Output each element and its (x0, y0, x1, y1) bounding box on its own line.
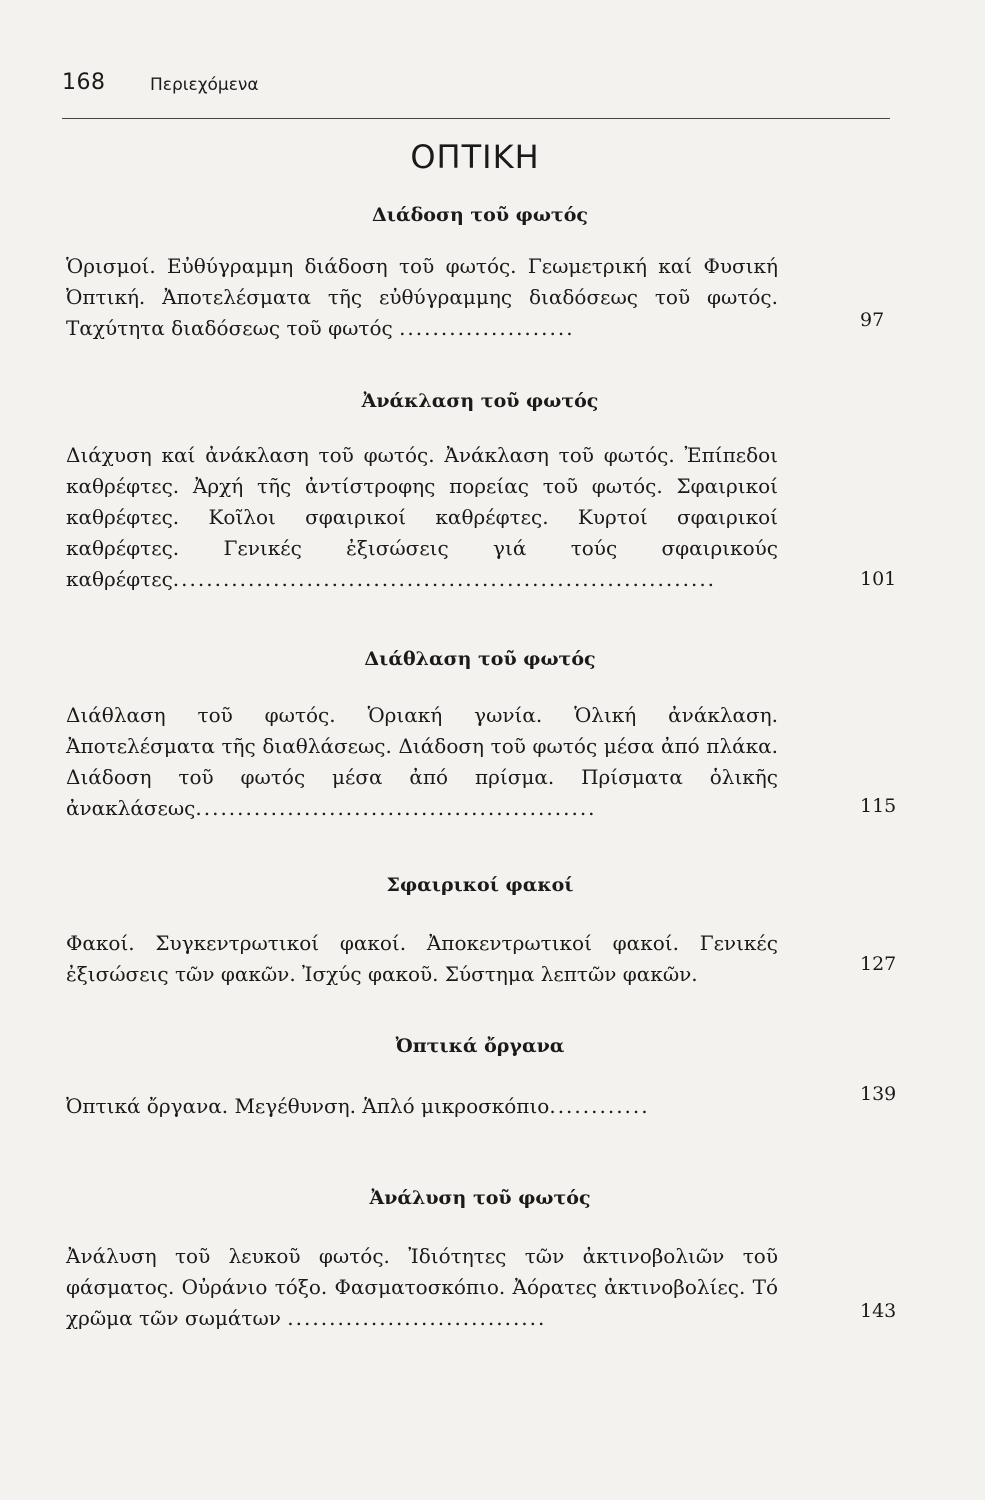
dot-leader: ............................... (287, 1306, 547, 1330)
chapter-title: ΟΠΤΙΚΗ (410, 138, 540, 176)
section-heading: Διάθλαση τοῦ φωτός (364, 648, 596, 670)
toc-entry-description: Φακοί. Συγκεντρωτικοί φακοί. Ἀποκεντρωτικοί φακοί. Γενικές ἐξισώσεις τῶν φακῶν. Ἰσχύς φακοῦ. Σύστημα λεπτῶν φακῶν. (66, 931, 778, 986)
dot-leader: ..................... (399, 316, 575, 340)
section-heading: Ἀνάκλαση τοῦ φωτός (361, 390, 599, 412)
toc-entry-description: Διάθλαση τοῦ φωτός. Ὁριακή γωνία. Ὁλική ἀνάκλαση. Ἀποτελέσματα τῆς διαθλάσεως. Διάδοση τοῦ φωτός μέσα ἀπό πλάκα. Διάδοση τοῦ φωτός μέσα ἀπό πρίσμα. Πρίσματα ὁλικῆς ἀνακλάσεως (66, 703, 778, 820)
toc-page-number: 101 (860, 568, 897, 590)
toc-entry-description: Διάχυση καί ἀνάκλαση τοῦ φωτός. Ἀνάκλαση τοῦ φωτός. Ἐπίπεδοι καθρέφτες. Ἀρχή τῆς ἀντίστροφης πορείας τοῦ φωτός. Σφαιρικοί καθρέφτες. Κοῖλοι σφαιρικοί καθρέφτες. Κυρτοί σφαιρικοί καθρέφτες. Γενικές ἐξισώσεις γιά τούς σφαιρικούς καθρέφτες (66, 443, 778, 591)
toc-page-number: 127 (860, 953, 897, 975)
toc-entry-text (66, 1091, 778, 1122)
dot-leader: ............ (549, 1094, 650, 1118)
page-number: 168 (62, 70, 106, 95)
section-heading: Ἀνάλυση τοῦ φωτός (369, 1187, 591, 1209)
toc-entry-description: Ὁρισμοί. Εὐθύγραμμη διάδοση τοῦ φωτός. Γεωμετρική καί Φυσική Ὀπτική. Ἀποτελέσματα τῆς εὐθύγραμμης διαδόσεως τοῦ φωτός. Ταχύτητα διαδόσεως τοῦ φωτός (66, 254, 778, 340)
section-heading: Σφαιρικοί φακοί (386, 874, 574, 896)
toc-entry-text (66, 700, 778, 824)
running-title: Περιεχόμενα (150, 75, 259, 95)
toc-page-number: 115 (860, 795, 897, 817)
section-heading: Ὀπτικά ὄργανα (395, 1035, 565, 1057)
toc-page-number: 97 (860, 309, 885, 331)
dot-leader: ................................................ (195, 796, 597, 820)
section-heading: Διάδοση τοῦ φωτός (372, 204, 588, 226)
toc-page-number: 143 (860, 1300, 897, 1322)
toc-entry-text (66, 928, 778, 990)
dot-leader: ................................................................. (172, 567, 717, 591)
toc-entry-description: Ἀνάλυση τοῦ λευκοῦ φωτός. Ἰδιότητες τῶν ἀκτινοβολιῶν τοῦ φάσματος. Οὐράνιο τόξο. Φασματοσκόπιο. Ἀόρατες ἀκτινοβολίες. Τό χρῶμα τῶν σωμάτων (66, 1244, 778, 1330)
toc-entry-text (66, 251, 778, 344)
header-rule (62, 118, 890, 119)
toc-entry-text (66, 440, 778, 595)
running-head (62, 70, 892, 100)
toc-entry-text (66, 1241, 778, 1334)
toc-entry-description: Ὀπτικά ὄργανα. Μεγέθυνση. Ἁπλό μικροσκόπιο (66, 1094, 550, 1118)
toc-page-number: 139 (860, 1083, 897, 1105)
